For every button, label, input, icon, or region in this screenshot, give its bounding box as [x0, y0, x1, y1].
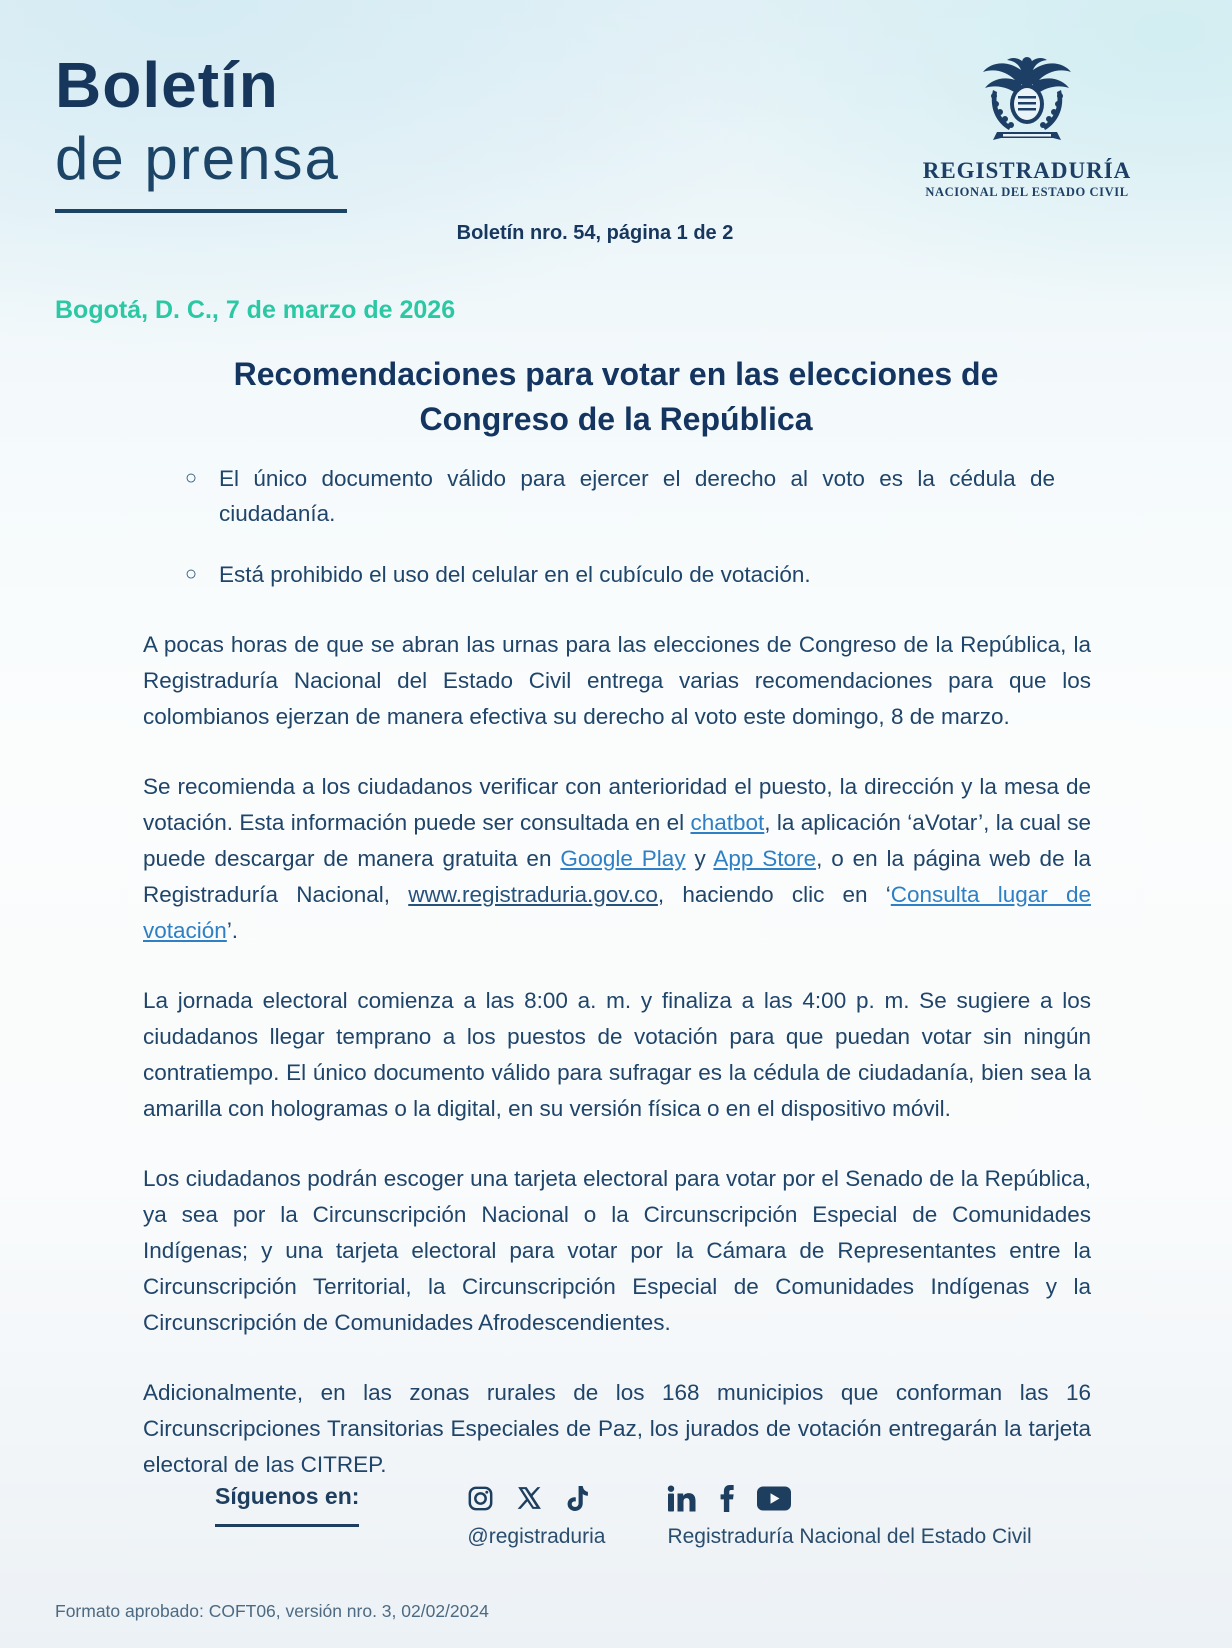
consulta-lugar-votacion-link[interactable]: Consulta lugar de votación [143, 881, 1091, 943]
bulletin-number: Boletín nro. 54, página 1 de 2 [456, 222, 734, 244]
social-handle: @registraduria [467, 1525, 606, 1548]
body-content [143, 462, 1091, 1483]
bullet-item [185, 558, 1055, 593]
tiktok-icon[interactable] [564, 1485, 589, 1512]
logo-subtitle: NACIONAL DEL ESTADO CIVIL [925, 185, 1129, 199]
paragraph-4: Los ciudadanos podrán escoger una tarjeta electoral para votar por el Senado de la República, ya sea por la Circunscripción Nacional o la Circunscripción Especial de Comunidades Indígenas; y una tarjeta electoral para votar por la Cámara de Representantes entre la Circunscripción Territorial, la Circunscripción Especial de Comunidades Indígenas y la Circunscripción de Comunidades Afrodescendientes. [143, 1165, 1091, 1335]
bullet-list [185, 462, 1055, 593]
social-group-account [667, 1483, 1031, 1549]
paragraph-2-text: y [685, 845, 714, 871]
paragraph-2-text: , la aplicación ‘aVotar’, la cual se puede descargar de manera gratuita en [143, 809, 1091, 871]
paragraph-3: La jornada electoral comienza a las 8:00 a. m. y finaliza a las 4:00 p. m. Se sugiere a los ciudadanos llegar temprano a los puestos de votación para que puedan votar sin ningún contratiempo. El único documento válido para sufragar es la cédula de ciudadanía, bien sea la amarilla con hologramas o la digital, en su versión física o en el dispositivo móvil. [143, 987, 1091, 1121]
google-play-link[interactable]: Google Play [560, 845, 686, 871]
logo-name: REGISTRADURÍA [922, 158, 1132, 183]
youtube-icon[interactable] [757, 1486, 791, 1511]
bullet-text: Está prohibido el uso del celular en el cubículo de votación. [219, 561, 811, 587]
app-store-link[interactable]: App Store [713, 845, 817, 871]
registraduria-logo [922, 52, 1132, 200]
paragraph-2-text: ’. [226, 917, 239, 943]
social-group-handle [467, 1483, 605, 1549]
x-icon[interactable] [516, 1485, 542, 1511]
social-icons-row [667, 1483, 1031, 1513]
chatbot-link[interactable]: chatbot [690, 809, 765, 835]
follow-us-label: Síguenos en: [215, 1483, 359, 1527]
paragraph-2-text: , o en la página web de la Registraduría Nacional, [143, 845, 1091, 907]
linkedin-icon[interactable] [667, 1485, 697, 1512]
dateline: Bogotá, D. C., 7 de marzo de 2026 [55, 296, 456, 324]
format-approval-note: Formato aprobado: COFT06, versión nro. 3, 02/02/2024 [55, 1601, 489, 1621]
paragraph-2-text: Se recomienda a los ciudadanos verificar con anterioridad el puesto, la dirección y la mesa de votación. Esta información puede ser consultada en el [143, 773, 1091, 835]
document-title [116, 352, 1116, 442]
social-account-name: Registraduría Nacional del Estado Civil [667, 1525, 1032, 1548]
document-title-line2: Congreso de la República [419, 400, 813, 437]
condor-crest-icon [963, 52, 1091, 154]
paragraph-5: Adicionalmente, en las zonas rurales de los 168 municipios que conforman las 16 Circunscripciones Transitorias Especiales de Paz, los jurados de votación entregarán la tarjeta electoral de las CITREP. [143, 1379, 1091, 1477]
facebook-icon[interactable] [719, 1485, 735, 1512]
paragraph-1: A pocas horas de que se abran las urnas para las elecciones de Congreso de la República, la Registraduría Nacional del Estado Civil entrega varias recomendaciones para que los colombianos ejerzan de manera efectiva su derecho al voto este domingo, 8 de marzo. [143, 631, 1091, 729]
masthead [55, 48, 347, 213]
registraduria-website-link[interactable]: www.registraduria.gov.co [408, 881, 658, 907]
paragraph-2 [143, 769, 1091, 949]
document-title-line1: Recomendaciones para votar en las elecciones de [233, 356, 999, 392]
masthead-subtitle: de prensa [55, 125, 340, 192]
bullet-text: El único documento válido para ejercer el derecho al voto es la cédula de ciudadanía. [219, 466, 1055, 526]
bullet-marker-icon: ○ [185, 562, 198, 585]
social-footer [215, 1483, 1032, 1549]
paragraph-2-text: , haciendo clic en ‘ [657, 881, 891, 907]
masthead-title: Boletín [55, 49, 279, 121]
instagram-icon[interactable] [467, 1485, 494, 1512]
social-icons-row [467, 1483, 605, 1513]
bullet-marker-icon: ○ [185, 467, 198, 489]
bullet-item [185, 462, 1055, 532]
masthead-underline [55, 209, 347, 213]
